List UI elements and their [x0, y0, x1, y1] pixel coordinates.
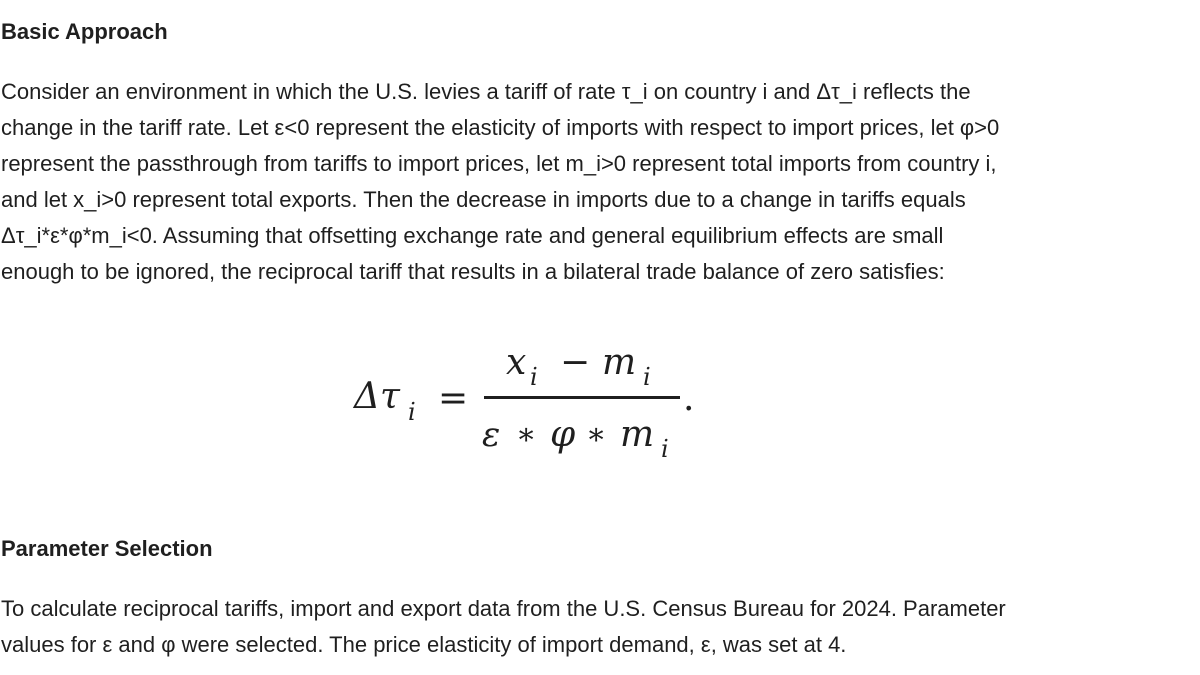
- paragraph-line: Δτ_i*ε*φ*m_i<0. Assuming that offsetting exchange rate and general equilibrium effects are small: [1, 223, 944, 248]
- equation-lhs-subscript: i: [408, 398, 416, 426]
- paragraph-line: and let x_i>0 represent total exports. Then the decrease in imports due to a change in tariffs equals: [1, 187, 966, 212]
- basic-approach-paragraph: [1, 74, 1181, 290]
- section-heading-parameter-selection: Parameter Selection: [1, 536, 213, 561]
- denominator-epsilon: ε: [482, 415, 501, 455]
- paragraph-line: To calculate reciprocal tariffs, import and export data from the U.S. Census Bureau for 2024. Parameter: [1, 596, 1006, 621]
- paragraph-line: represent the passthrough from tariffs to import prices, let m_i>0 represent total imports from country i,: [1, 151, 997, 176]
- paragraph-line: values for ε and φ were selected. The price elasticity of import demand, ε, was set at 4.: [1, 632, 847, 657]
- paragraph-line: enough to be ignored, the reciprocal tariff that results in a bilateral trade balance of zero satisfies:: [1, 259, 945, 284]
- equation-equals-sign: =: [438, 378, 469, 419]
- parameter-selection-paragraph: [1, 591, 1181, 663]
- fraction-bar: [484, 396, 680, 399]
- paragraph-line: Consider an environment in which the U.S. levies a tariff of rate τ_i on country i and Δτ_i reflects the: [1, 79, 971, 104]
- denominator-m: m: [620, 414, 655, 455]
- denominator-times-1: ∗: [516, 417, 537, 452]
- paragraph-line: change in the tariff rate. Let ε<0 represent the elasticity of imports with respect to import prices, let φ>0: [1, 115, 1000, 140]
- equation-svg: [340, 340, 720, 470]
- denominator-phi: φ: [550, 414, 576, 455]
- denominator-times-2: ∗: [586, 417, 607, 452]
- numerator-m: m: [602, 342, 637, 383]
- equation-period: .: [683, 378, 695, 419]
- numerator-x: x: [506, 342, 527, 383]
- numerator-x-subscript: i: [530, 363, 538, 391]
- equation-lhs-symbol: Δτ: [354, 376, 400, 417]
- numerator-m-subscript: i: [643, 363, 651, 391]
- reciprocal-tariff-equation: [340, 340, 720, 470]
- numerator-minus-sign: −: [560, 342, 591, 383]
- denominator-m-subscript: i: [661, 435, 669, 463]
- section-heading-basic-approach: Basic Approach: [1, 19, 168, 44]
